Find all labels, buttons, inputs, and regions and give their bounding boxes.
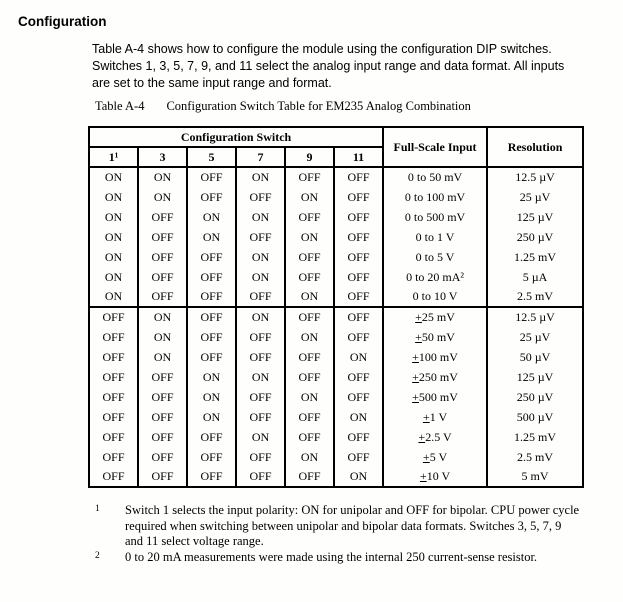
full-scale-input-cell: 0 to 500 mV [383, 207, 487, 227]
full-scale-input-cell: +2.5 V [383, 427, 487, 447]
switch-state-cell: ON [89, 187, 138, 207]
switch-state-cell: OFF [187, 447, 236, 467]
section-heading: Configuration [18, 14, 107, 29]
switch-column-header-9: 9 [285, 147, 334, 167]
switch-state-cell: OFF [138, 247, 187, 267]
switch-state-cell: OFF [187, 247, 236, 267]
resolution-cell: 250 µV [487, 387, 583, 407]
switch-state-cell: OFF [187, 427, 236, 447]
table-row [89, 427, 583, 447]
resolution-cell: 5 µA [487, 267, 583, 287]
full-scale-input-cell: 0 to 5 V [383, 247, 487, 267]
switch-state-cell: OFF [89, 467, 138, 487]
table-row [89, 367, 583, 387]
switch-state-cell: OFF [138, 447, 187, 467]
table-row [89, 347, 583, 367]
full-scale-input-cell: +250 mV [383, 367, 487, 387]
switch-state-cell: OFF [187, 267, 236, 287]
switch-state-cell: OFF [285, 167, 334, 187]
switch-state-cell: OFF [285, 407, 334, 427]
switch-state-cell: ON [138, 327, 187, 347]
switch-state-cell: OFF [236, 187, 285, 207]
plus-minus-sign: + [418, 429, 426, 444]
switch-state-cell: OFF [89, 447, 138, 467]
resolution-cell: 12.5 µV [487, 167, 583, 187]
switch-state-cell: OFF [236, 407, 285, 427]
table-caption-label: Table A-4 [95, 99, 145, 113]
switch-state-cell: OFF [89, 367, 138, 387]
full-scale-input-cell: 0 to 10 V [383, 287, 487, 307]
switch-state-cell: OFF [334, 367, 383, 387]
table-row [89, 287, 583, 307]
switch-state-cell: OFF [334, 387, 383, 407]
switch-state-cell: OFF [89, 327, 138, 347]
switch-state-cell: OFF [236, 287, 285, 307]
switch-state-cell: ON [236, 367, 285, 387]
plus-minus-sign: + [412, 369, 419, 384]
table-row [89, 327, 583, 347]
switch-state-cell: ON [236, 267, 285, 287]
resolution-cell: 50 µV [487, 347, 583, 367]
switch-state-cell: OFF [236, 467, 285, 487]
resolution-cell: 250 µV [487, 227, 583, 247]
footnote-1 [95, 503, 582, 550]
switch-state-cell: ON [285, 227, 334, 247]
switch-column-header-7: 7 [236, 147, 285, 167]
footnote-2-text: 0 to 20 mA measurements were made using the internal 250 current-sense resistor. [125, 549, 538, 564]
unipolar-rows-group [89, 167, 583, 307]
switch-state-cell: ON [236, 247, 285, 267]
table-caption-title: Configuration Switch Table for EM235 Analog Combination [166, 99, 471, 113]
full-scale-input-cell: 0 to 50 mV [383, 167, 487, 187]
table-row [89, 267, 583, 287]
full-scale-input-cell: +50 mV [383, 327, 487, 347]
footnote-1-text: Switch 1 selects the input polarity: ON for unipolar and OFF for bipolar. CPU power cycle required when switching between unipolar and bipolar data formats. Switches 3, 5, 7, 9 and 11 select voltage range. [125, 503, 580, 548]
switch-state-cell: OFF [236, 227, 285, 247]
switch-state-cell: ON [138, 347, 187, 367]
table-row [89, 227, 583, 247]
switch-state-cell: ON [89, 267, 138, 287]
switch-state-cell: ON [285, 187, 334, 207]
switch-state-cell: ON [187, 207, 236, 227]
switch-state-cell: ON [236, 307, 285, 327]
switch-state-cell: OFF [187, 287, 236, 307]
intro-paragraph: Table A-4 shows how to configure the module using the configuration DIP switches. Switches 1, 3, 5, 7, 9, and 11 select the analog input range and data format. All inputs are set to the same input range and format. [92, 42, 565, 90]
resolution-cell: 2.5 mV [487, 287, 583, 307]
switch-state-cell: OFF [236, 327, 285, 347]
footnote-2 [95, 550, 582, 566]
full-scale-input-cell: +500 mV [383, 387, 487, 407]
switch-state-cell: ON [187, 227, 236, 247]
switch-state-cell: OFF [89, 387, 138, 407]
switch-state-cell: ON [187, 387, 236, 407]
switch-state-cell: OFF [236, 347, 285, 367]
header-row-group [89, 127, 583, 147]
switch-state-cell: OFF [285, 347, 334, 367]
switch-state-cell: ON [187, 367, 236, 387]
switch-state-cell: ON [285, 287, 334, 307]
switch-state-cell: OFF [89, 347, 138, 367]
switch-state-cell: OFF [236, 447, 285, 467]
switch-state-cell: OFF [285, 247, 334, 267]
full-scale-input-cell: +5 V [383, 447, 487, 467]
switch-state-cell: ON [236, 207, 285, 227]
switch-state-cell: OFF [89, 407, 138, 427]
switch-state-cell: OFF [285, 207, 334, 227]
full-scale-column-header: Full-Scale Input [383, 127, 487, 167]
switch-state-cell: ON [138, 187, 187, 207]
switch-state-cell: ON [236, 427, 285, 447]
resolution-cell: 1.25 mV [487, 247, 583, 267]
switch-state-cell: OFF [138, 267, 187, 287]
full-scale-input-cell: +10 V [383, 467, 487, 487]
resolution-cell: 125 µV [487, 367, 583, 387]
switch-column-header-3: 3 [138, 147, 187, 167]
switch-state-cell: OFF [334, 427, 383, 447]
switch-state-cell: OFF [285, 307, 334, 327]
table-row [89, 467, 583, 487]
switch-state-cell: OFF [187, 467, 236, 487]
switch-state-cell: ON [89, 287, 138, 307]
table-row [89, 447, 583, 467]
table-row [89, 247, 583, 267]
switch-state-cell: OFF [334, 327, 383, 347]
footnote-1-marker: 1 [95, 504, 100, 514]
table-row [89, 167, 583, 187]
resolution-cell: 12.5 µV [487, 307, 583, 327]
switch-column-header-5: 5 [187, 147, 236, 167]
plus-minus-sign: + [415, 310, 422, 324]
switch-state-cell: OFF [334, 167, 383, 187]
switch-state-cell: ON [285, 387, 334, 407]
switch-column-header-11: 11 [334, 147, 383, 167]
full-scale-input-cell: +25 mV [383, 307, 487, 327]
switch-state-cell: OFF [285, 267, 334, 287]
switch-state-cell: ON [236, 167, 285, 187]
table-header [89, 127, 583, 167]
switch-state-cell: ON [334, 407, 383, 427]
table-row [89, 387, 583, 407]
switch-state-cell: ON [89, 247, 138, 267]
table-row [89, 307, 583, 327]
switch-state-cell: ON [89, 207, 138, 227]
config-switch-group-header: Configuration Switch [89, 127, 383, 147]
switch-state-cell: OFF [334, 307, 383, 327]
switch-state-cell: OFF [334, 207, 383, 227]
table-row [89, 207, 583, 227]
plus-minus-sign: + [422, 409, 430, 424]
table-caption [95, 99, 471, 114]
switch-state-cell: OFF [138, 227, 187, 247]
configuration-switch-table [88, 126, 584, 488]
switch-state-cell: OFF [285, 467, 334, 487]
full-scale-input-cell: +1 V [383, 407, 487, 427]
switch-state-cell: ON [89, 167, 138, 187]
switch-state-cell: ON [138, 167, 187, 187]
switch-state-cell: OFF [138, 407, 187, 427]
full-scale-input-cell: 0 to 20 mA² [383, 267, 487, 287]
switch-state-cell: OFF [187, 187, 236, 207]
resolution-cell: 125 µV [487, 207, 583, 227]
switch-state-cell: OFF [334, 227, 383, 247]
switch-state-cell: ON [187, 407, 236, 427]
switch-state-cell: OFF [138, 207, 187, 227]
plus-minus-sign: + [419, 469, 427, 483]
full-scale-input-cell: 0 to 1 V [383, 227, 487, 247]
switch-state-cell: ON [89, 227, 138, 247]
plus-minus-sign: + [412, 349, 419, 364]
switch-state-cell: OFF [138, 387, 187, 407]
resolution-cell: 2.5 mV [487, 447, 583, 467]
switch-state-cell: OFF [285, 367, 334, 387]
switch-state-cell: ON [334, 347, 383, 367]
full-scale-input-cell: +100 mV [383, 347, 487, 367]
switch-state-cell: OFF [236, 387, 285, 407]
switch-state-cell: OFF [138, 287, 187, 307]
resolution-cell: 25 µV [487, 327, 583, 347]
full-scale-input-cell: 0 to 100 mV [383, 187, 487, 207]
bipolar-rows-group [89, 307, 583, 487]
resolution-cell: 5 mV [487, 467, 583, 487]
plus-minus-sign: + [412, 389, 419, 404]
table-row [89, 187, 583, 207]
switch-column-header-1: 1¹ [89, 147, 138, 167]
resolution-cell: 25 µV [487, 187, 583, 207]
switch-state-cell: OFF [334, 447, 383, 467]
footnote-2-marker: 2 [95, 550, 100, 561]
switch-state-cell: OFF [138, 427, 187, 447]
switch-state-cell: OFF [89, 307, 138, 327]
switch-state-cell: OFF [138, 367, 187, 387]
plus-minus-sign: + [422, 449, 430, 464]
switch-state-cell: ON [285, 447, 334, 467]
switch-state-cell: OFF [334, 187, 383, 207]
switch-state-cell: OFF [187, 307, 236, 327]
resolution-cell: 1.25 mV [487, 427, 583, 447]
switch-state-cell: OFF [187, 167, 236, 187]
resolution-column-header: Resolution [487, 127, 583, 167]
resolution-cell: 500 µV [487, 407, 583, 427]
switch-state-cell: OFF [187, 327, 236, 347]
switch-state-cell: ON [138, 307, 187, 327]
plus-minus-sign: + [415, 329, 422, 344]
switch-state-cell: OFF [334, 267, 383, 287]
switch-state-cell: OFF [89, 427, 138, 447]
switch-state-cell: OFF [187, 347, 236, 367]
switch-state-cell: OFF [138, 467, 187, 487]
switch-state-cell: OFF [334, 287, 383, 307]
switch-state-cell: OFF [285, 427, 334, 447]
table-row [89, 407, 583, 427]
footnotes [95, 503, 582, 565]
switch-state-cell: ON [285, 327, 334, 347]
switch-state-cell: OFF [334, 247, 383, 267]
switch-state-cell: ON [334, 467, 383, 487]
